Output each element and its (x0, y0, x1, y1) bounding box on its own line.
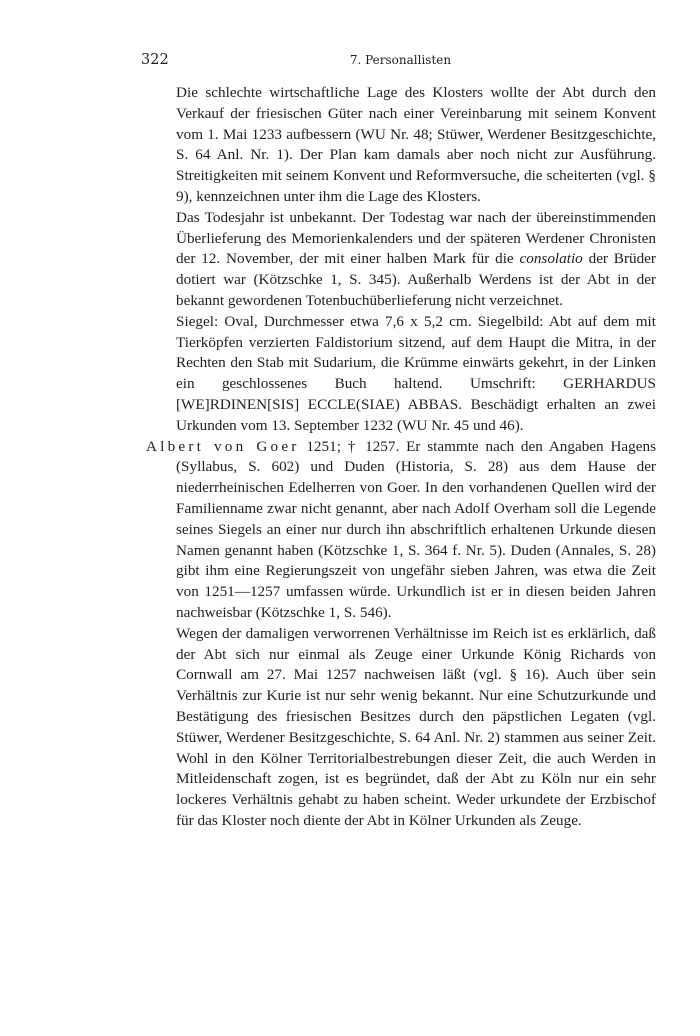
italic-term: consolatio (519, 250, 583, 268)
page-header (141, 52, 660, 72)
paragraph-text: Die schlechte wirtschaftliche Lage des Klosters wollte der Abt durch den Verkauf der friesischen Güter nach einer Vereinbarung mit seinem Konvent vom 1. Mai 1233 aufbessern (WU Nr. 48; Stüwer, Werdener Besitzgeschichte, S. 64 Anl. Nr. 1). Der Plan kam damals aber noch nicht zur Ausführung. Streitigkeiten mit seinem Konvent und Reformversuche, die scheiterten (vgl. § 9), kennzeichnen unter ihm die Lage des Klosters. (176, 84, 656, 205)
paragraph (176, 312, 656, 437)
paragraph (176, 83, 656, 208)
entry-name: Albert von Goer (146, 437, 300, 455)
page-number: 322 (141, 52, 169, 68)
text-body (146, 83, 656, 832)
paragraph-text: Das Todesjahr ist unbekannt. Der Todestag war nach der übereinstimmenden Überlieferung des Memorienkalenders und der späteren Werdener Chronisten der 12. November, der mit einer halben Mark für die (176, 208, 656, 268)
paragraph-text: Wegen der damaligen verworrenen Verhältnisse im Reich ist es erklärlich, daß der Abt sich nur einmal als Zeuge einer Urkunde König Richards von Cornwall am 27. Mai 1257 nachweisen läßt (vgl. § 16). Auch über sein Verhältnis zur Kurie ist nur sehr wenig bekannt. Nur eine Schutzurkunde und Bestätigung des friesischen Besitzes durch den päpstlichen Legaten (vgl. Stüwer, Werdener Besitzgeschichte, S. 64 Anl. Nr. 2) stammen aus seiner Zeit. Wohl in den Kölner Territorialbestrebungen dieser Zeit, die auch Werden in Mitleidenschaft zogen, ist es begründet, daß der Abt zu Köln nur ein sehr lockeres Verhältnis gehabt zu haben scheint. Weder urkundete der Erzbischof für das Kloster noch diente der Abt in Kölner Urkunden als Zeuge. (176, 624, 656, 829)
entry-paragraph (146, 437, 656, 624)
paragraph (176, 624, 656, 832)
paragraph (176, 208, 656, 312)
paragraph-text: der Brüder dotiert war (Kötzschke 1, S. 345). Außerhalb Werdens ist der Abt in der bekannt gewordenen Totenbuchüberlieferung nicht verzeichnet. (176, 250, 656, 309)
paragraph-text: Siegel: Oval, Durchmesser etwa 7,6 x 5,2 cm. Siegelbild: Abt auf dem mit Tierköpfen verzierten Faldistorium sitzend, auf dem Haupt die Mitra, in der Rechten den Stab mit Sudarium, die Krümme einwärts gekehrt, in der Linken ein geschlossenes Buch haltend. Umschrift: GERHARDUS [WE]RDINEN[SIS] ECCLE(SIAE) ABBAS. Beschädigt erhalten an zwei Urkunden vom 13. September 1232 (WU Nr. 45 und 46). (176, 312, 656, 434)
running-title: 7. Personallisten (349, 53, 452, 67)
paragraph-text: 1251; † 1257. Er stammte nach den Angaben Hagens (Syllabus, S. 602) und Duden (Historia, S. 28) aus dem Hause der niederrheinischen Edelherren von Goer. In den vorhandenen Quellen wird der Familienname zwar nicht genannt, aber nach Adolf Overham soll die Legende seines Siegels an einer nur durch ihn abschriftlich erhaltenen Urkunde diesen Namen genannt haben (Kötzschke 1, S. 364 f. Nr. 5). Duden (Annales, S. 28) gibt ihm eine Regierungszeit von ungefähr sieben Jahren, was etwa die Zeit von 1251—1257 umfassen würde. Urkundlich ist er in diesen beiden Jahren nachweisbar (Kötzschke 1, S. 546). (176, 437, 656, 621)
